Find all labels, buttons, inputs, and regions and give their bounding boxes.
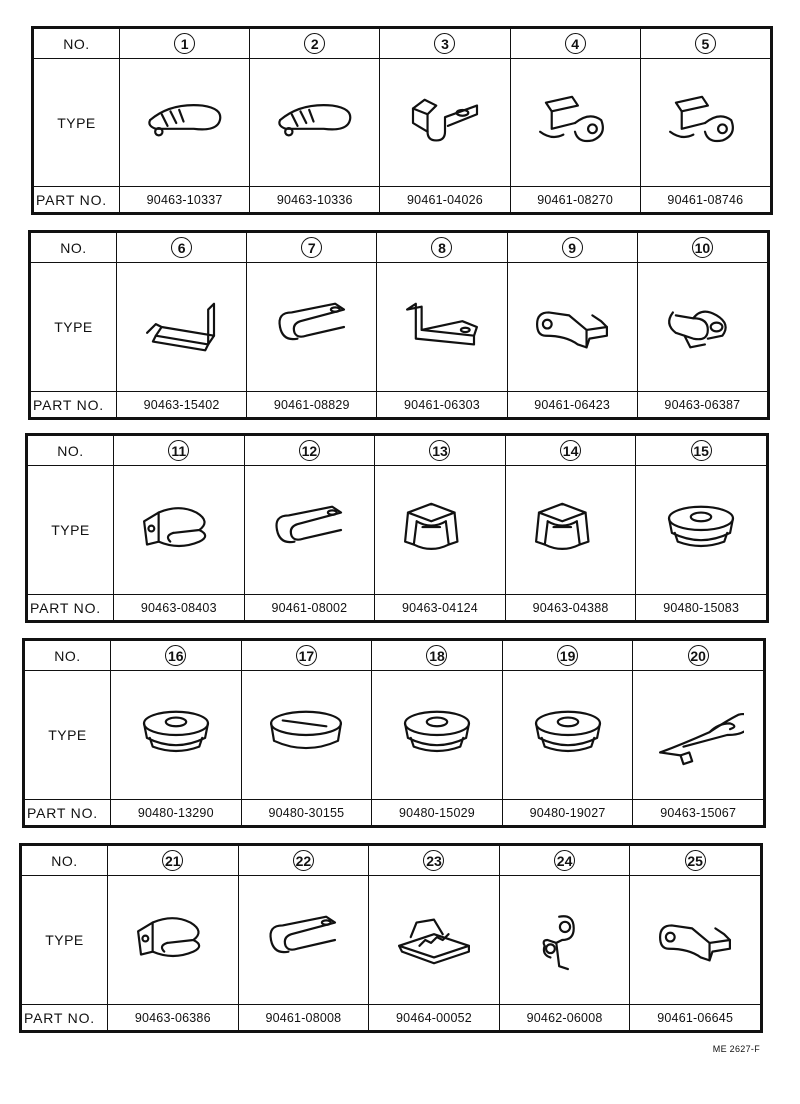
item-number: 10 (692, 237, 713, 258)
part-number-cell (114, 595, 245, 621)
part-number-cell (117, 392, 247, 418)
part-number: 90461-08002 (271, 600, 348, 615)
drawing-code: ME 2627-F (712, 1044, 760, 1054)
item-number: 16 (165, 645, 186, 666)
item-number-cell (377, 233, 507, 263)
part-number-cell (377, 392, 507, 418)
no-label: NO. (31, 233, 117, 263)
item-number-cell (372, 641, 503, 671)
bracket-clamp-icon (380, 91, 509, 155)
part-number: 90461-06423 (534, 397, 611, 412)
item-number-cell (250, 29, 380, 59)
part-illustration-cell (630, 876, 761, 1005)
item-number: 5 (695, 33, 716, 54)
part-illustration-cell (111, 671, 242, 800)
part-number-cell (640, 187, 770, 213)
item-number: 4 (565, 33, 586, 54)
item-number: 3 (434, 33, 455, 54)
item-number-cell (640, 29, 770, 59)
item-number-cell (117, 233, 247, 263)
part-number: 90463-04388 (532, 600, 609, 615)
no-label: NO. (34, 29, 120, 59)
part-number: 90461-06645 (657, 1010, 734, 1025)
item-number-cell (502, 641, 633, 671)
item-number-cell (247, 233, 377, 263)
tab-clamp-icon (245, 498, 375, 562)
part-no-label: PART NO. (34, 187, 120, 213)
part-illustration-cell (238, 876, 369, 1005)
saddle-clip-icon (506, 498, 636, 562)
type-label: TYPE (25, 671, 111, 800)
grommet-icon (111, 703, 241, 767)
part-number: 90480-15083 (663, 600, 740, 615)
spring-clip-icon (114, 498, 244, 562)
saddle-clip-icon (375, 498, 505, 562)
spring-clip-icon (108, 908, 238, 972)
item-number: 11 (168, 440, 189, 461)
part-illustration-cell (640, 59, 770, 187)
part-illustration-cell (372, 671, 503, 800)
eye-bracket-icon (508, 295, 637, 359)
grommet-icon (636, 498, 766, 562)
part-number-cell (505, 595, 636, 621)
band-clamp-icon (633, 703, 763, 767)
flat-clip-icon (369, 908, 499, 972)
part-number: 90480-19027 (529, 805, 606, 820)
part-number: 90463-15402 (143, 397, 220, 412)
no-label: NO. (25, 641, 111, 671)
part-illustration-cell (510, 59, 640, 187)
part-illustration-cell (244, 466, 375, 595)
clamp-clip-icon (120, 91, 249, 155)
part-number: 90461-06303 (404, 397, 480, 412)
part-number: 90461-08829 (273, 397, 350, 412)
no-label: NO. (22, 846, 108, 876)
part-number-cell (507, 392, 637, 418)
part-illustration-cell (250, 59, 380, 187)
item-number-cell (507, 233, 637, 263)
item-number: 20 (688, 645, 709, 666)
part-illustration-cell (114, 466, 245, 595)
part-number-cell (244, 595, 375, 621)
item-number: 6 (171, 237, 192, 258)
grommet-icon (372, 703, 502, 767)
part-illustration-cell (505, 466, 636, 595)
tab-clamp-icon (239, 908, 369, 972)
item-number-cell (375, 436, 506, 466)
eye-clip-icon (500, 908, 630, 972)
item-number: 7 (301, 237, 322, 258)
part-illustration-cell (637, 263, 767, 392)
part-number: 90463-10337 (146, 192, 223, 207)
item-number: 25 (685, 850, 706, 871)
parts-table-3 (25, 433, 769, 623)
type-label: TYPE (22, 876, 108, 1005)
part-illustration-cell (247, 263, 377, 392)
parts-table-1 (31, 26, 773, 215)
part-number-cell (502, 800, 633, 826)
item-number-cell (499, 846, 630, 876)
parts-table-5 (19, 843, 763, 1033)
tab-clamp-icon (247, 295, 376, 359)
bracket-icon (377, 295, 506, 359)
item-number-cell (244, 436, 375, 466)
part-no-label: PART NO. (25, 800, 111, 826)
part-number: 90463-15067 (660, 805, 737, 820)
item-number-cell (369, 846, 500, 876)
loop-clamp-icon (641, 91, 770, 155)
part-number: 90461-04026 (407, 192, 483, 207)
item-number-cell (241, 641, 372, 671)
part-number: 90463-06387 (664, 397, 741, 412)
part-illustration-cell (117, 263, 247, 392)
grommet-icon (503, 703, 633, 767)
part-number: 90463-08403 (140, 600, 217, 615)
part-number: 90463-10336 (276, 192, 353, 207)
type-label: TYPE (31, 263, 117, 392)
item-number: 8 (431, 237, 452, 258)
part-number-cell (380, 187, 510, 213)
part-number: 90461-08270 (537, 192, 614, 207)
part-number-cell (630, 1005, 761, 1031)
part-number: 90462-06008 (526, 1010, 603, 1025)
item-number-cell (120, 29, 250, 59)
part-number-cell (241, 800, 372, 826)
item-number: 13 (429, 440, 450, 461)
item-number: 2 (304, 33, 325, 54)
part-illustration-cell (241, 671, 372, 800)
no-label: NO. (28, 436, 114, 466)
part-number-cell (633, 800, 764, 826)
part-number: 90480-13290 (137, 805, 214, 820)
plug-icon (242, 703, 372, 767)
part-number-cell (250, 187, 380, 213)
part-no-label: PART NO. (28, 595, 114, 621)
item-number: 9 (562, 237, 583, 258)
part-illustration-cell (120, 59, 250, 187)
item-number-cell (630, 846, 761, 876)
item-number: 17 (296, 645, 317, 666)
part-no-label: PART NO. (31, 392, 117, 418)
item-number-cell (510, 29, 640, 59)
part-number-cell (499, 1005, 630, 1031)
part-number-cell (510, 187, 640, 213)
part-illustration-cell (636, 466, 767, 595)
item-number: 24 (554, 850, 575, 871)
item-number: 21 (162, 850, 183, 871)
item-number: 12 (299, 440, 320, 461)
item-number-cell (505, 436, 636, 466)
part-number-cell (247, 392, 377, 418)
part-illustration-cell (507, 263, 637, 392)
item-number-cell (114, 436, 245, 466)
part-number-cell (238, 1005, 369, 1031)
part-number-cell (375, 595, 506, 621)
bent-clip-icon (117, 295, 246, 359)
part-number: 90463-06386 (134, 1010, 211, 1025)
parts-table-4 (22, 638, 766, 828)
part-illustration-cell (499, 876, 630, 1005)
item-number-cell (108, 846, 239, 876)
item-number-cell (111, 641, 242, 671)
item-number: 15 (691, 440, 712, 461)
part-number-cell (108, 1005, 239, 1031)
part-number-cell (637, 392, 767, 418)
part-number-cell (369, 1005, 500, 1031)
part-number: 90480-30155 (268, 805, 345, 820)
item-number-cell (633, 641, 764, 671)
part-illustration-cell (502, 671, 633, 800)
type-label: TYPE (34, 59, 120, 187)
part-number: 90464-00052 (396, 1010, 472, 1025)
part-no-label: PART NO. (22, 1005, 108, 1031)
item-number: 1 (174, 33, 195, 54)
part-number: 90461-08008 (265, 1010, 342, 1025)
item-number: 22 (293, 850, 314, 871)
part-number: 90480-15029 (399, 805, 475, 820)
parts-table-2 (28, 230, 770, 420)
part-illustration-cell (633, 671, 764, 800)
item-number-cell (636, 436, 767, 466)
part-number-cell (111, 800, 242, 826)
item-number-cell (637, 233, 767, 263)
part-illustration-cell (108, 876, 239, 1005)
item-number: 19 (557, 645, 578, 666)
part-illustration-cell (377, 263, 507, 392)
double-clamp-icon (638, 295, 767, 359)
part-illustration-cell (380, 59, 510, 187)
item-number-cell (380, 29, 510, 59)
part-illustration-cell (375, 466, 506, 595)
item-number-cell (238, 846, 369, 876)
item-number: 18 (426, 645, 447, 666)
clamp-clip-icon (250, 91, 379, 155)
eye-bracket-icon (630, 908, 760, 972)
part-number-cell (636, 595, 767, 621)
loop-clamp-icon (511, 91, 640, 155)
part-number: 90463-04124 (402, 600, 478, 615)
part-number: 90461-08746 (667, 192, 744, 207)
part-illustration-cell (369, 876, 500, 1005)
part-number-cell (120, 187, 250, 213)
item-number: 14 (560, 440, 581, 461)
item-number: 23 (423, 850, 444, 871)
type-label: TYPE (28, 466, 114, 595)
part-number-cell (372, 800, 503, 826)
